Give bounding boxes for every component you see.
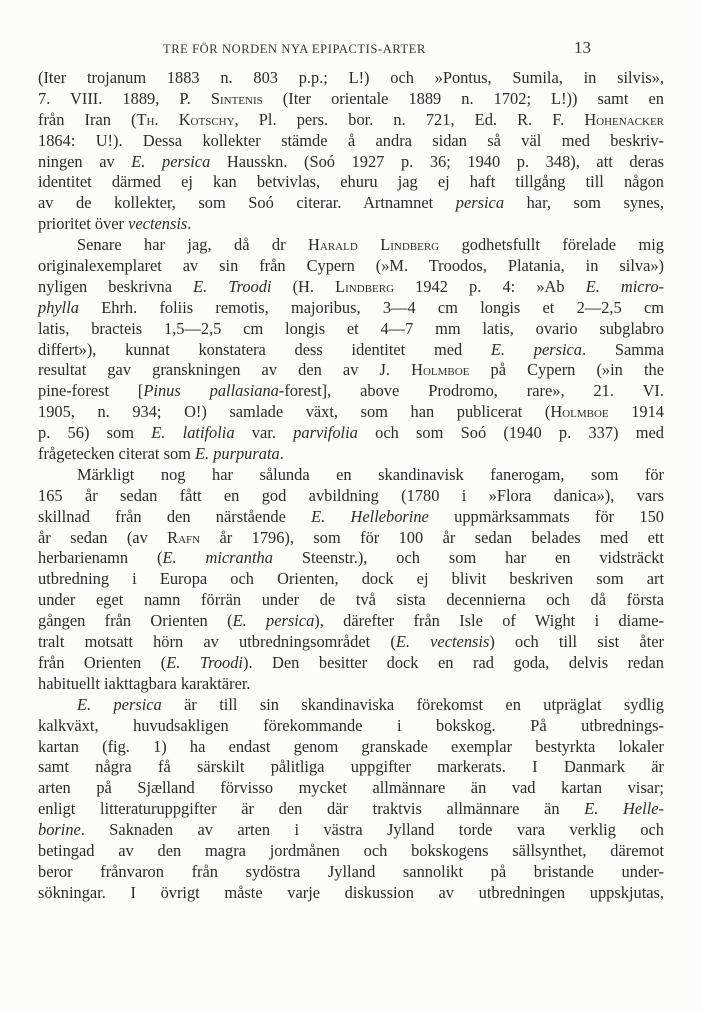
- text-span: kalkväxt, huvudsakligen förekommande i bokskog. På utbrednings-: [38, 715, 664, 735]
- text-span: 1864: U!). Dessa kollekter stämde å andra sidan så väl med beskriv-: [38, 130, 664, 150]
- italic-text: E. Troodi: [193, 276, 272, 296]
- italic-text: E. Helle-: [584, 799, 664, 819]
- text-line: [38, 402, 664, 423]
- text-line: [38, 298, 664, 319]
- paragraph: [38, 68, 664, 235]
- text-span: skillnad från den närstående: [38, 506, 312, 526]
- italic-text: E. latifolia: [151, 423, 235, 443]
- text-span: ) och till sist åter: [489, 632, 664, 652]
- text-span: herbarienamn (: [38, 548, 163, 568]
- text-span: betingad av den magra jordmånen och bokskogens sällsynthet, däremot: [38, 840, 664, 860]
- text-span: är till sin skandinaviska förekomst en utpräglat sydlig: [161, 694, 664, 714]
- text-span: Senare har jag, då dr: [77, 235, 309, 255]
- text-line: [38, 360, 664, 381]
- text-span: 7. VIII. 1889, P.: [38, 88, 211, 108]
- text-line: [38, 277, 664, 298]
- text-span: tralt motsatt hörn av utbredningsområdet (: [38, 632, 396, 652]
- text-span: var.: [234, 423, 294, 443]
- italic-text: E. vectensis: [395, 632, 490, 652]
- running-head: TRE FÖR NORDEN NYA EPIPACTIS-ARTER: [163, 42, 426, 56]
- text-line: [38, 152, 664, 173]
- small-caps-name: Hohenacker: [584, 109, 664, 129]
- text-span: p. 56) som: [38, 423, 152, 443]
- text-span: Hausskn. (Soó 1927 p. 36; 1940 p. 348), att deras: [210, 151, 664, 171]
- text-line: [38, 110, 664, 131]
- text-span: nyligen beskrivna: [38, 276, 194, 296]
- text-line: [38, 423, 664, 444]
- text-line: [38, 319, 664, 340]
- text-span: . Samma: [582, 339, 664, 359]
- text-span: utbredning i Europa och Orienten, dock ej blivit beskriven som art: [38, 569, 664, 589]
- text-line: [38, 548, 664, 569]
- paragraph: [38, 235, 664, 465]
- text-span: kartan (fig. 1) ha endast genom granskade exemplar bestyrkta lokaler: [38, 736, 664, 756]
- text-span: Märkligt nog har sålunda en skandinavisk fanerogam, som för: [77, 464, 664, 484]
- text-span: (Iter orientale 1889 n. 1702; L!)) samt en: [262, 88, 664, 108]
- text-span: differt»), kunnat konstatera dess identitet med: [38, 339, 491, 359]
- text-line: [38, 340, 664, 361]
- italic-text: E. Troodi: [166, 652, 243, 672]
- small-caps-name: Harald Lindberg: [308, 235, 440, 255]
- italic-text: E. persica: [131, 151, 211, 171]
- text-line: [38, 778, 664, 799]
- text-span: arten på Sjælland förvisso mycket allmännare än vad kartan visar;: [38, 778, 664, 798]
- text-span: resultat gav granskningen av den av J.: [38, 360, 412, 380]
- text-span: under eget namn förrän under de två sista decennierna och då första: [38, 590, 664, 610]
- small-caps-name: Holmboe: [550, 402, 609, 422]
- text-line: [38, 862, 664, 883]
- text-span: gången från Orienten (: [38, 611, 233, 631]
- italic-text: E. micro-: [585, 276, 665, 296]
- text-line: [38, 131, 664, 152]
- text-line: [38, 214, 664, 235]
- text-line: [38, 590, 664, 611]
- text-span: samt några få särskilt pålitliga uppgifter markerats. I Danmark är: [38, 757, 664, 777]
- text-line: [38, 193, 664, 214]
- text-span: habituellt iakttagbara karaktärer.: [38, 673, 251, 693]
- text-line: [38, 235, 664, 256]
- text-span: ningen av: [38, 151, 132, 171]
- text-span: år 1796), som för 100 år sedan belades med ett: [200, 527, 664, 547]
- text-span: -forest], above Prodromo, rare», 21. VI.: [278, 381, 664, 401]
- text-span: Steenstr.), och som har en vidsträckt: [272, 548, 664, 568]
- text-span: frågetecken citerat som: [38, 444, 195, 464]
- text-line: [38, 528, 664, 549]
- body-text: [38, 68, 664, 904]
- text-line: [38, 68, 664, 89]
- text-span: originalexemplaret av sin från Cypern (»M. Troodos, Platania, in silva»): [38, 256, 664, 276]
- text-span: år sedan (av: [38, 527, 168, 547]
- text-line: [38, 486, 664, 507]
- text-span: 1914: [608, 402, 664, 422]
- italic-text: vectensis: [128, 214, 188, 234]
- text-line: [38, 883, 664, 904]
- small-caps-name: Holmboe: [411, 360, 470, 380]
- text-span: och som Soó (1940 p. 337) med: [357, 423, 664, 443]
- text-line: [38, 757, 664, 778]
- text-line: [38, 674, 664, 695]
- text-line: [38, 737, 664, 758]
- text-line: [38, 569, 664, 590]
- text-line: [38, 381, 664, 402]
- text-line: [38, 653, 664, 674]
- small-caps-name: Rafn: [167, 527, 201, 547]
- italic-text: Pinus pallasiana: [143, 381, 279, 401]
- text-span: . Saknaden av arten i västra Jylland torde vara verklig och: [80, 820, 664, 840]
- text-span: .: [187, 214, 192, 234]
- italic-text: parvifolia: [293, 423, 358, 443]
- text-span: , Pl. pers. bor. n. 721, Ed. R. F.: [234, 109, 585, 129]
- small-caps-name: Lindberg: [335, 276, 395, 296]
- text-line: [38, 799, 664, 820]
- text-span: 1942 p. 4: »Ab: [394, 276, 586, 296]
- text-span: (Iter trojanum 1883 n. 803 p.p.; L!) och »Pontus, Sumila, in silvis»,: [38, 68, 664, 87]
- paragraph: [38, 465, 664, 695]
- text-span: identitet därmed ej kan betvivlas, ehuru jag ej haft tillgång till någon: [38, 172, 664, 192]
- text-span: .: [279, 444, 284, 464]
- text-span: latis, bracteis 1,5—2,5 cm longis et 4—7 mm latis, ovario subglabro: [38, 318, 664, 338]
- text-span: pine-forest [: [38, 381, 144, 401]
- text-line: [38, 444, 664, 465]
- text-span: uppmärksammats för 150: [428, 506, 665, 526]
- text-line: [38, 465, 664, 486]
- text-line: [38, 611, 664, 632]
- italic-text: E. purpurata: [195, 444, 280, 464]
- text-span: från Orienten (: [38, 652, 167, 672]
- text-span: 165 år sedan fått en god avbildning (1780 i »Flora danica»), vars: [38, 485, 664, 505]
- text-line: [38, 820, 664, 841]
- text-span: enligt litteraturuppgifter är den där traktvis allmännare än: [38, 799, 585, 819]
- text-span: ). Den besitter dock en rad goda, delvis redan: [242, 652, 664, 672]
- text-span: har, som synes,: [504, 193, 664, 213]
- text-span: på Cypern (»in the: [469, 360, 664, 380]
- text-line: [38, 256, 664, 277]
- text-span: (H.: [271, 276, 336, 296]
- text-span: Ehrh. foliis remotis, majoribus, 3—4 cm longis et 2—2,5 cm: [78, 297, 664, 317]
- small-caps-name: Sintenis: [210, 88, 263, 108]
- text-span: 1905, n. 934; O!) samlade växt, som han publicerat (: [38, 402, 551, 422]
- italic-text: E. persica: [232, 611, 315, 631]
- italic-text: E. micrantha: [162, 548, 273, 568]
- text-span: sökningar. I övrigt måste varje diskussion av utbredningen uppskjutas,: [38, 882, 664, 902]
- text-span: ), därefter från Isle of Wight i diame-: [314, 611, 664, 631]
- paragraph: [38, 695, 664, 904]
- italic-text: E. Helleborine: [311, 506, 429, 526]
- text-line: [38, 172, 664, 193]
- text-line: [38, 632, 664, 653]
- text-line: [38, 716, 664, 737]
- italic-text: persica: [455, 193, 505, 213]
- text-span: beror frånvaron från sydöstra Jylland sannolikt på bristande under-: [38, 861, 664, 881]
- text-span: av de kollekter, som Soó citerar. Artnamnet: [38, 193, 456, 213]
- text-line: [38, 507, 664, 528]
- text-line: [38, 89, 664, 110]
- small-caps-name: Th. Kotschy: [136, 109, 235, 129]
- italic-text: E. persica: [490, 339, 582, 359]
- text-line: [38, 841, 664, 862]
- italic-text: borine: [38, 820, 81, 840]
- text-span: godhetsfullt förelade mig: [439, 235, 664, 255]
- page-number: 13: [574, 38, 591, 57]
- text-span: prioritet över: [38, 214, 129, 234]
- text-span: från Iran (: [38, 109, 137, 129]
- italic-text: E. persica: [77, 694, 162, 714]
- text-line: [38, 695, 664, 716]
- italic-text: phylla: [38, 297, 79, 317]
